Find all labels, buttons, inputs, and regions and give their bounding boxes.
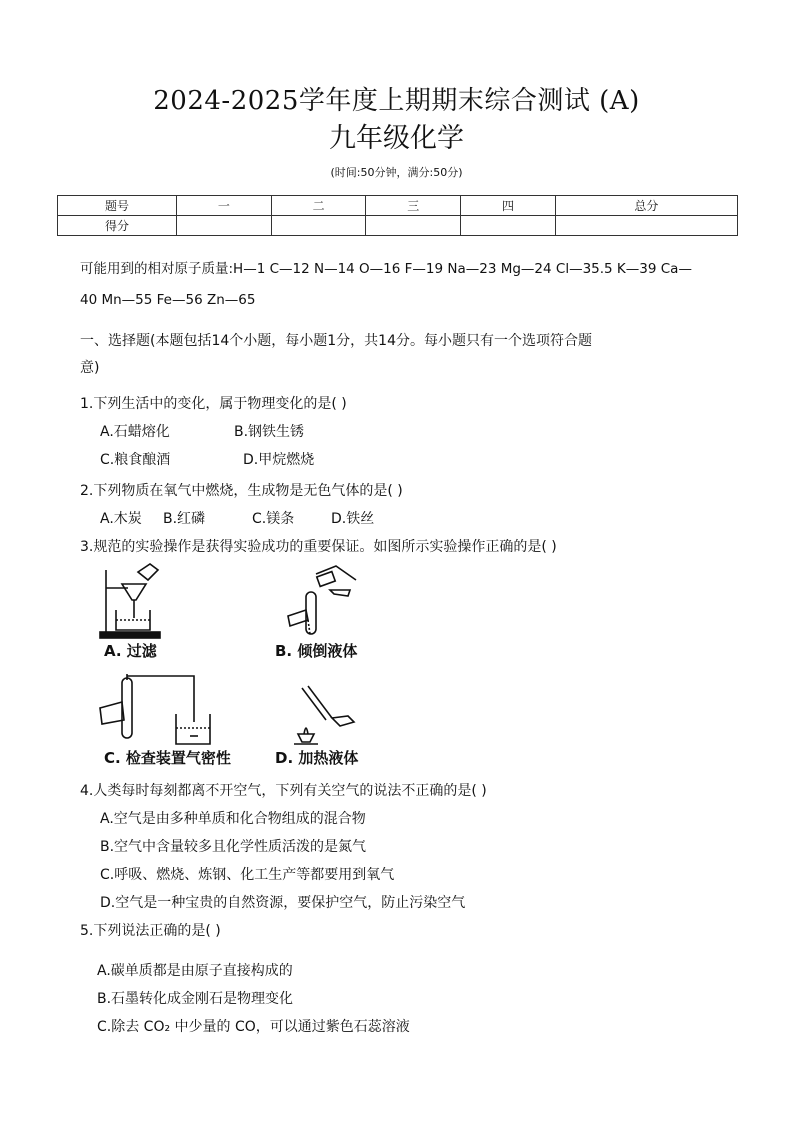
figure-b-caption: B. 倾倒液体 (275, 642, 358, 660)
score-cell: 一 (177, 196, 272, 216)
question-1-option-c: C.粮食酿酒 (100, 452, 171, 468)
score-input-cell (177, 216, 272, 236)
question-2-option-a: A.木炭 (100, 511, 142, 527)
score-input-cell (366, 216, 461, 236)
score-cell: 总分 (555, 196, 737, 216)
question-2-option-c: C.镁条 (252, 511, 295, 527)
score-table-header-row (58, 196, 738, 216)
question-4-stem: 4.人类每时每刻都离不开空气，下列有关空气的说法不正确的是( ) (80, 783, 487, 799)
score-cell: 四 (461, 196, 556, 216)
exam-subtitle: 九年级化学 (329, 123, 464, 154)
question-5-stem: 5.下列说法正确的是( ) (80, 923, 221, 939)
question-3-stem: 3.规范的实验操作是获得实验成功的重要保证。如图所示实验操作正确的是( ) (80, 539, 557, 555)
question-4-option-b: B.空气中含量较多且化学性质活泼的是氮气 (100, 839, 367, 855)
filtration-figure (98, 560, 168, 640)
score-cell: 题号 (58, 196, 177, 216)
airtightness-check-figure (98, 672, 218, 748)
question-2-option-b: B.红磷 (163, 511, 206, 527)
score-table-score-row (58, 216, 738, 236)
score-input-cell (555, 216, 737, 236)
score-cell: 得分 (58, 216, 177, 236)
figure-c-caption: C. 检查装置气密性 (104, 749, 231, 767)
score-cell: 二 (271, 196, 366, 216)
question-4-option-a: A.空气是由多种单质和化合物组成的混合物 (100, 811, 366, 827)
question-1-option-b: B.钢铁生锈 (234, 424, 305, 440)
question-4-option-d: D.空气是一种宝贵的自然资源，要保护空气，防止污染空气 (100, 895, 466, 911)
heating-liquid-figure (282, 680, 362, 746)
atomic-mass-line2: 40 Mn—55 Fe—56 Zn—65 (80, 292, 256, 308)
score-input-cell (461, 216, 556, 236)
question-5-option-b: B.石墨转化成金刚石是物理变化 (97, 991, 294, 1007)
atomic-mass-line1: 可能用到的相对原子质量:H—1 C—12 N—14 O—16 F—19 Na—23 Mg—24 Cl—35.5 K—39 Ca— (80, 261, 692, 277)
score-cell: 三 (366, 196, 461, 216)
score-table (57, 195, 738, 236)
question-2-stem: 2.下列物质在氧气中燃烧，生成物是无色气体的是( ) (80, 483, 403, 499)
score-input-cell (271, 216, 366, 236)
question-5-option-c: C.除去 CO₂ 中少量的 CO，可以通过紫色石蕊溶液 (97, 1019, 410, 1035)
time-info: (时间:50分钟，满分:50分) (330, 166, 463, 179)
question-1-stem: 1.下列生活中的变化，属于物理变化的是( ) (80, 396, 347, 412)
question-5-option-a: A.碳单质都是由原子直接构成的 (97, 963, 293, 979)
question-1-option-a: A.石蜡熔化 (100, 424, 170, 440)
pouring-liquid-figure (280, 560, 360, 640)
exam-title: 2024-2025学年度上期期末综合测试 (A) (153, 86, 640, 116)
figure-d-caption: D. 加热液体 (275, 749, 359, 767)
section1-heading: 一、选择题(本题包括14个小题，每小题1分，共14分。每小题只有一个选项符合题 (80, 333, 592, 349)
figure-a-caption: A. 过滤 (104, 642, 157, 660)
question-1-option-d: D.甲烷燃烧 (243, 452, 315, 468)
question-4-option-c: C.呼吸、燃烧、炼钢、化工生产等都要用到氧气 (100, 867, 395, 883)
question-2-option-d: D.铁丝 (331, 511, 375, 527)
section1-heading-cont: 意) (80, 360, 100, 376)
